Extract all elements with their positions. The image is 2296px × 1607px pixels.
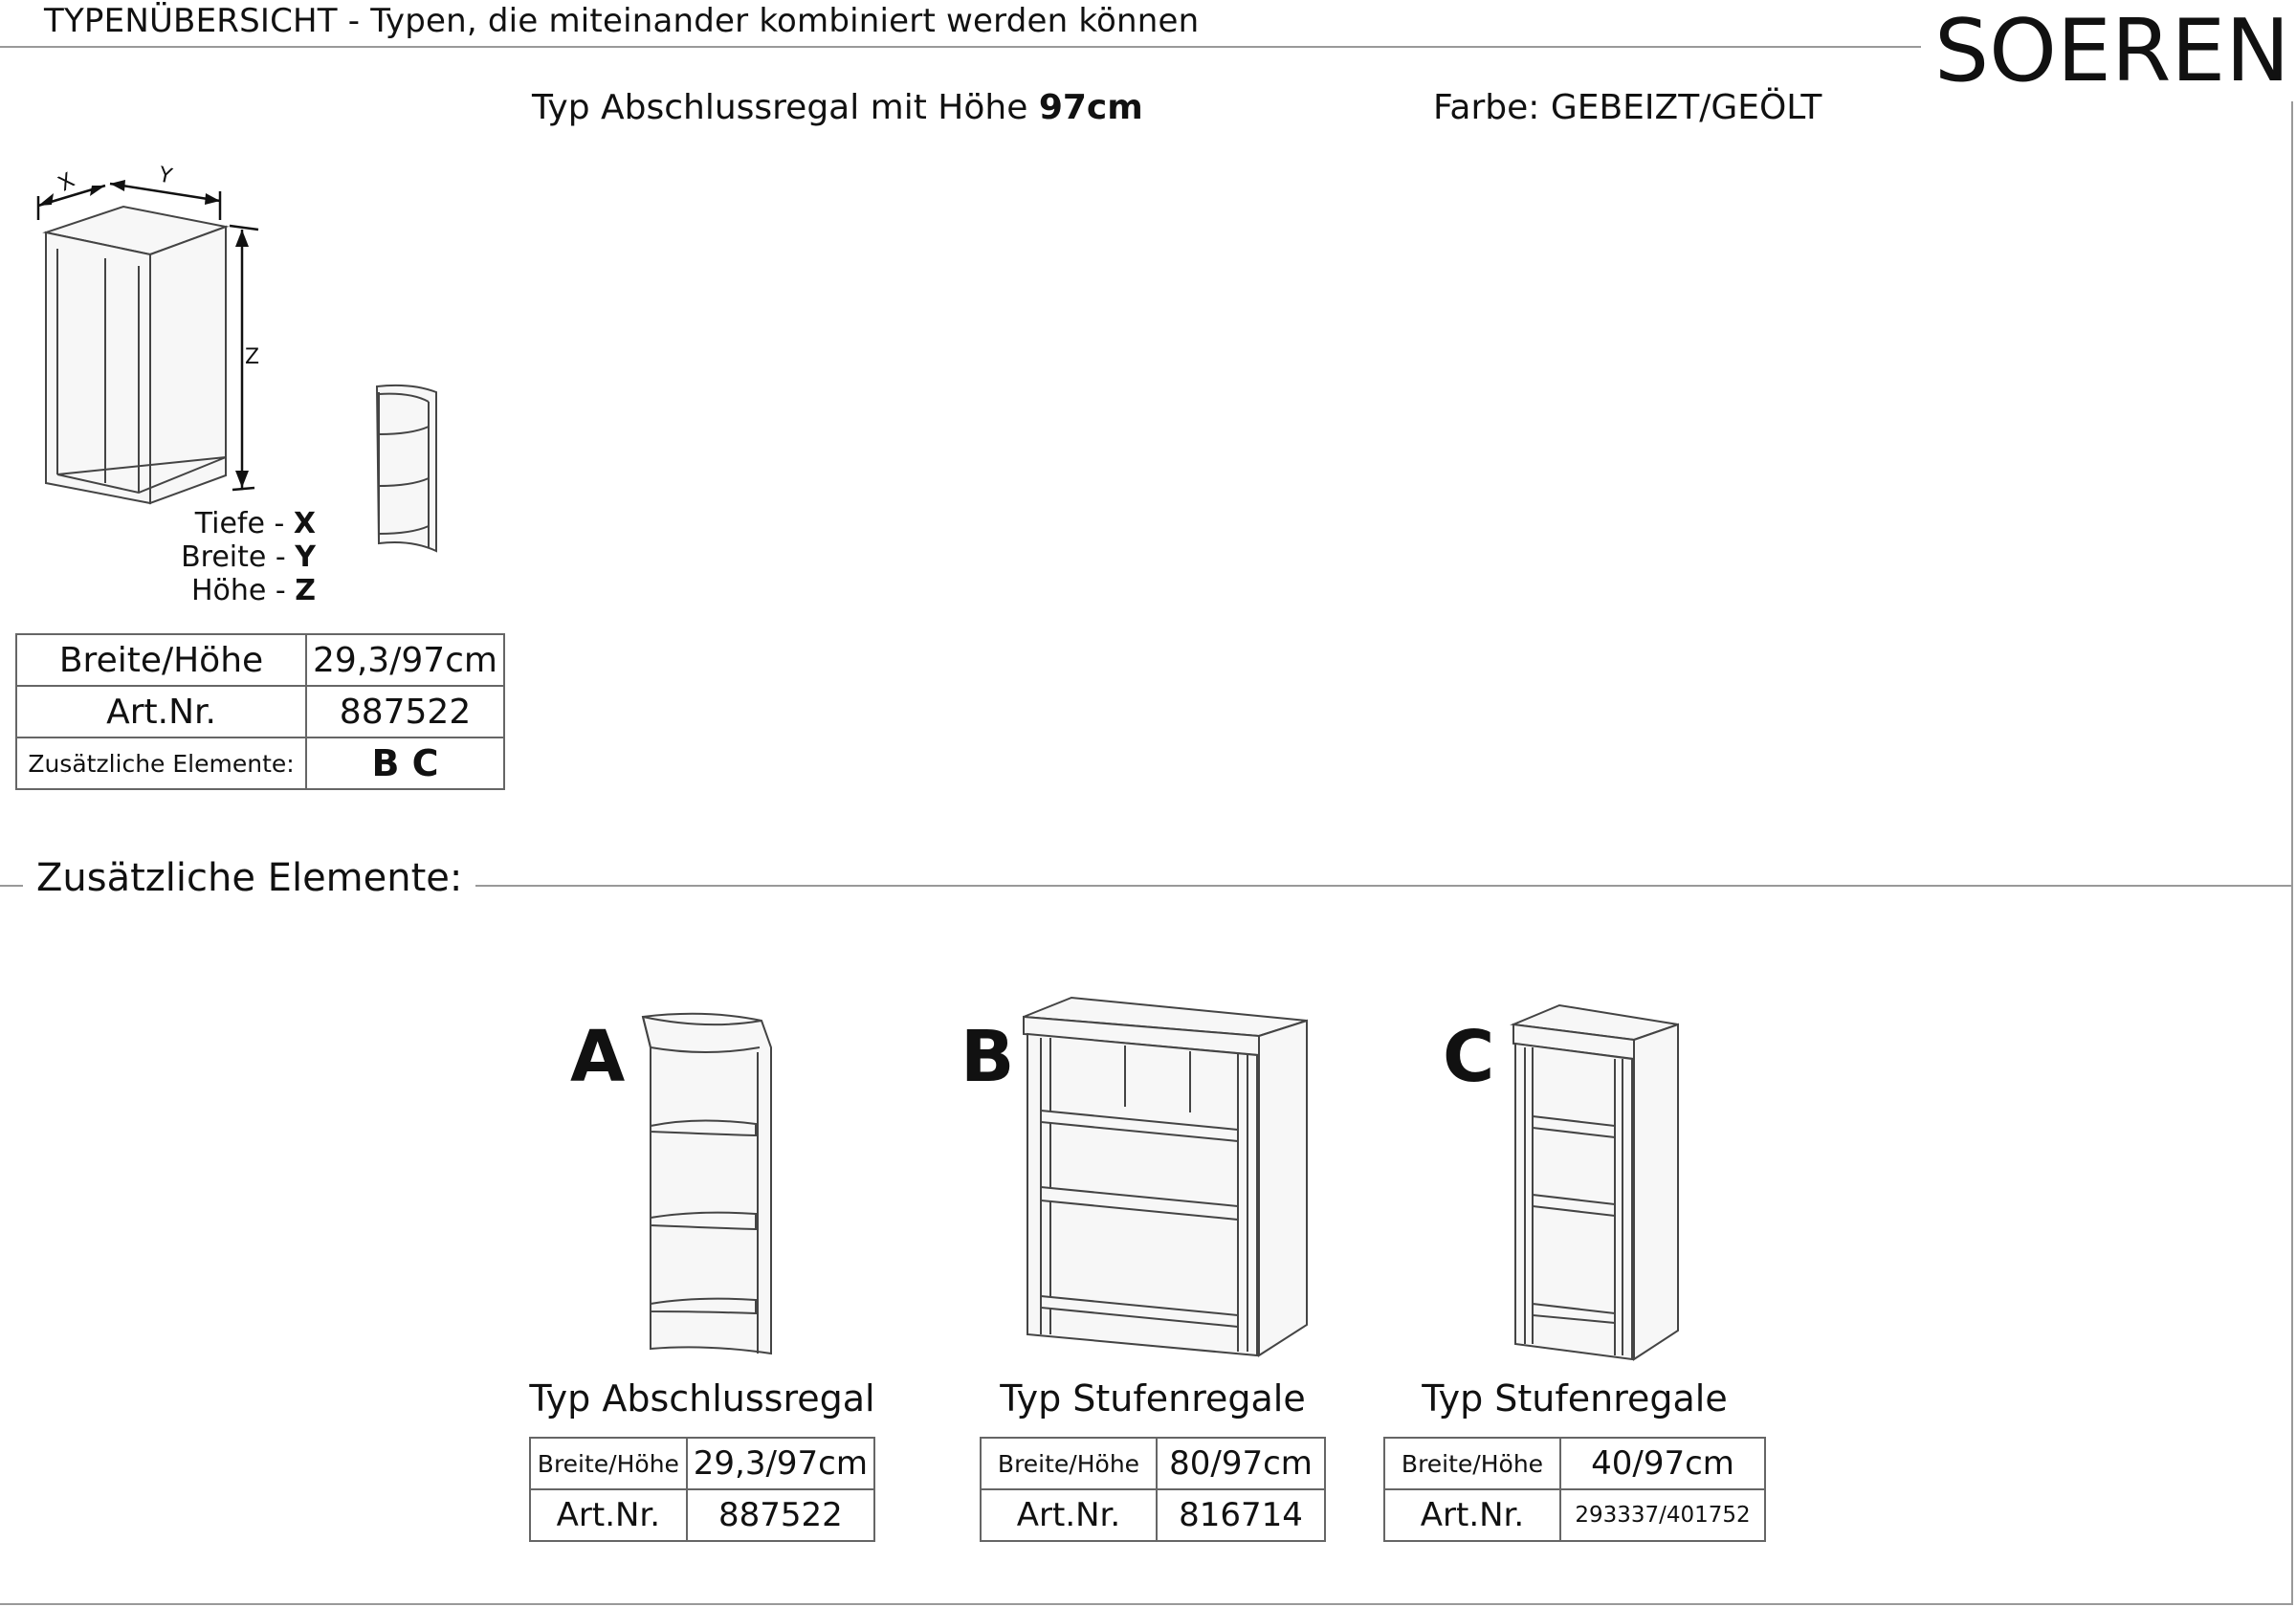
dim-x-label: X bbox=[54, 168, 79, 197]
table-row bbox=[981, 1438, 1325, 1489]
art-value: 293337/401752 bbox=[1560, 1489, 1765, 1541]
dimension-diagram bbox=[29, 153, 277, 517]
size-label: Breite/Höhe bbox=[1384, 1438, 1560, 1489]
dimension-legend bbox=[29, 507, 316, 607]
size-value: 40/97cm bbox=[1560, 1438, 1765, 1489]
item-b-letter: B bbox=[960, 1016, 1015, 1098]
dim-y-label: Y bbox=[156, 163, 174, 189]
art-label: Art.Nr. bbox=[530, 1489, 687, 1541]
size-label: Breite/Höhe bbox=[16, 634, 306, 686]
page-frame bbox=[0, 46, 2293, 1605]
item-a-drawing bbox=[639, 1009, 773, 1358]
art-label: Art.Nr. bbox=[981, 1489, 1157, 1541]
extra-label: Zusätzliche Elemente: bbox=[16, 737, 306, 789]
art-label: Art.Nr. bbox=[1384, 1489, 1560, 1541]
item-c-letter: C bbox=[1443, 1016, 1495, 1098]
art-value: 816714 bbox=[1157, 1489, 1325, 1541]
item-b-drawing bbox=[1018, 990, 1314, 1368]
table-row bbox=[16, 634, 504, 686]
color-label: Farbe: GEBEIZT/GEÖLT bbox=[1433, 88, 1822, 127]
dim-z-label: Z bbox=[245, 345, 260, 369]
table-row bbox=[530, 1438, 874, 1489]
table-row bbox=[530, 1489, 874, 1541]
table-row bbox=[16, 737, 504, 789]
main-spec-table bbox=[15, 633, 505, 790]
endshelf-thumbnail bbox=[373, 381, 440, 555]
item-a-table bbox=[529, 1437, 875, 1542]
item-c-caption: Typ Stufenregale bbox=[1422, 1377, 1728, 1420]
table-row bbox=[16, 686, 504, 737]
table-row bbox=[981, 1489, 1325, 1541]
type-height: 97cm bbox=[1038, 88, 1143, 127]
art-value: 887522 bbox=[306, 686, 504, 737]
legend-row-width: Breite - Y bbox=[181, 540, 316, 574]
legend-row-depth: Tiefe - X bbox=[194, 507, 316, 540]
table-row bbox=[1384, 1489, 1765, 1541]
item-b-caption: Typ Stufenregale bbox=[1000, 1377, 1306, 1420]
type-headline bbox=[532, 88, 1143, 127]
item-c-table bbox=[1383, 1437, 1766, 1542]
art-label: Art.Nr. bbox=[16, 686, 306, 737]
item-c-drawing bbox=[1510, 1000, 1682, 1363]
size-value: 29,3/97cm bbox=[306, 634, 504, 686]
document-title: TYPENÜBERSICHT - Typen, die miteinander kombiniert werden können bbox=[44, 2, 1200, 40]
art-value: 887522 bbox=[687, 1489, 874, 1541]
section-title: Zusätzliche Elemente: bbox=[23, 856, 475, 900]
extra-value: B C bbox=[306, 737, 504, 789]
brand-logo: SOEREN bbox=[1921, 2, 2296, 101]
size-value: 80/97cm bbox=[1157, 1438, 1325, 1489]
item-a-caption: Typ Abschlussregal bbox=[529, 1377, 875, 1420]
item-b-table bbox=[980, 1437, 1326, 1542]
legend-row-height: Höhe - Z bbox=[190, 574, 316, 607]
size-label: Breite/Höhe bbox=[981, 1438, 1157, 1489]
size-label: Breite/Höhe bbox=[530, 1438, 687, 1489]
size-value: 29,3/97cm bbox=[687, 1438, 874, 1489]
type-prefix: Typ Abschlussregal mit Höhe bbox=[532, 88, 1028, 127]
table-row bbox=[1384, 1438, 1765, 1489]
item-a-letter: A bbox=[570, 1016, 626, 1098]
